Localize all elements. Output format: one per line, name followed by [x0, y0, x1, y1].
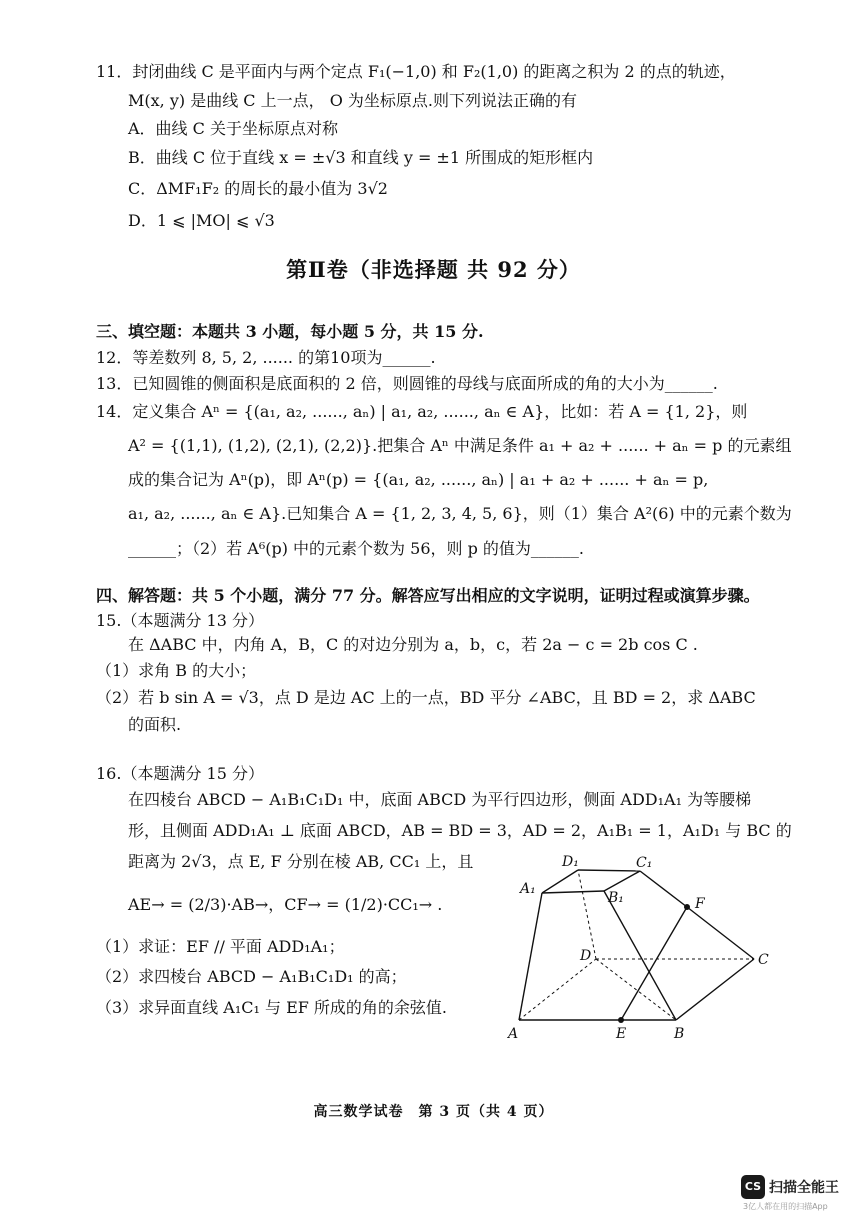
scanner-watermark — [741, 1173, 853, 1213]
q16-stem-line4: AE→ = (2/3)·AB→，CF→ = (1/2)·CC₁→ . — [128, 895, 443, 914]
q15-part2-line2: 的面积. — [128, 715, 182, 734]
scanner-logo-icon: CS — [741, 1175, 765, 1199]
scanner-tagline: 3亿人都在用的扫描App — [743, 1202, 828, 1211]
edge-d-d1 — [578, 870, 596, 959]
scanner-app-name: 扫描全能王 — [769, 1180, 839, 1196]
frustum-figure — [500, 845, 780, 1045]
point-e-dot — [618, 1017, 624, 1023]
q15-part2-line1: （2）若 b sin A = √3，点 D 是边 AC 上的一点，BD 平分 ∠ABC，且 BD = 2，求 ΔABC — [96, 688, 756, 707]
q15-stem: 在 ΔABC 中，内角 A，B，C 的对边分别为 a，b，c，若 2a − c = 2b cos C . — [128, 635, 698, 654]
label-b: B — [674, 1026, 685, 1042]
q16-stem-line3: 距离为 2√3，点 E, F 分别在棱 AB, CC₁ 上，且 — [128, 852, 474, 871]
label-d1: D₁ — [562, 854, 579, 870]
q11-option-c: C．ΔMF₁F₂ 的周长的最小值为 3√2 — [128, 179, 388, 198]
label-a1: A₁ — [520, 881, 536, 897]
label-c1: C₁ — [636, 855, 653, 871]
point-f-dot — [684, 904, 690, 910]
answer-section-heading: 四、解答题：共 5 个小题，满分 77 分。解答应写出相应的文字说明，证明过程或演算步骤。 — [96, 586, 760, 605]
q15-title: 15.（本题满分 13 分） — [96, 611, 264, 630]
edge-a-d — [519, 959, 596, 1020]
fill-section-heading: 三、填空题：本题共 3 小题，每小题 5 分，共 15 分. — [96, 322, 484, 341]
page-footer: 高三数学试卷 第 3 页（共 4 页） — [313, 1104, 554, 1120]
label-e: E — [616, 1026, 627, 1042]
q16-title: 16.（本题满分 15 分） — [96, 764, 264, 783]
edge-a1-b1 — [542, 891, 604, 893]
question-13: 13．已知圆锥的侧面积是底面积的 2 倍，则圆锥的母线与底面所成的角的大小为______. — [96, 374, 718, 393]
q11-stem-line2: M(x, y) 是曲线 C 上一点， O 为坐标原点.则下列说法正确的有 — [128, 91, 577, 110]
edge-a-a1 — [519, 893, 542, 1020]
q11-stem-line1: 11．封闭曲线 C 是平面内与两个定点 F₁(−1,0) 和 F₂(1,0) 的距离之积为 2 的点的轨迹， — [96, 62, 736, 81]
question-14-line3: 成的集合记为 Aⁿ(p)，即 Aⁿ(p) = {(a₁, a₂, ......, aₙ) | a₁ + a₂ + ...... + aₙ = p, — [128, 470, 709, 489]
q16-part3: （3）求异面直线 A₁C₁ 与 EF 所成的角的余弦值. — [96, 998, 448, 1017]
part2-title: 第Ⅱ卷（非选择题 共 92 分） — [286, 257, 581, 282]
q15-part1: （1）求角 B 的大小； — [96, 661, 257, 680]
label-b1: B₁ — [608, 890, 624, 906]
question-14-line5: ______；（2）若 A⁶(p) 中的元素个数为 56，则 p 的值为______. — [128, 539, 584, 558]
label-f: F — [695, 896, 705, 912]
question-12: 12．等差数列 8, 5, 2, ...... 的第10项为______. — [96, 348, 436, 367]
edge-d1-c1 — [578, 870, 640, 871]
q16-stem-line1: 在四棱台 ABCD − A₁B₁C₁D₁ 中，底面 ABCD 为平行四边形，侧面 ADD₁A₁ 为等腰梯 — [128, 790, 752, 809]
question-14-line4: a₁, a₂, ......, aₙ ∈ A}.已知集合 A = {1, 2, 3, 4, 5, 6}，则（1）集合 A²(6) 中的元素个数为 — [128, 504, 792, 523]
q16-stem-line2: 形，且侧面 ADD₁A₁ ⊥ 底面 ABCD，AB = BD = 3，AD = 2，A₁B₁ = 1，A₁D₁ 与 BC 的 — [128, 821, 792, 840]
edge-a1-d1 — [542, 870, 578, 893]
q11-option-b: B．曲线 C 位于直线 x = ±√3 和直线 y = ±1 所围成的矩形框内 — [128, 148, 594, 167]
q16-part2: （2）求四棱台 ABCD − A₁B₁C₁D₁ 的高； — [96, 967, 407, 986]
edge-b1-c1 — [604, 871, 640, 891]
edge-f-c — [687, 907, 754, 959]
edge-b1-b — [604, 891, 676, 1020]
question-14-line1: 14．定义集合 Aⁿ = {(a₁, a₂, ......, aₙ) | a₁, a₂, ......, aₙ ∈ A}，比如：若 A = {1, 2}，则 — [96, 402, 748, 421]
edge-c1-f — [640, 871, 687, 907]
label-c: C — [758, 952, 769, 968]
edge-d-b — [596, 959, 676, 1020]
question-14-line2: A² = {(1,1), (1,2), (2,1), (2,2)}.把集合 Aⁿ 中满足条件 a₁ + a₂ + ...... + aₙ = p 的元素组 — [128, 436, 792, 455]
label-d: D — [580, 948, 592, 964]
edge-b-c — [676, 959, 754, 1020]
q11-option-a: A．曲线 C 关于坐标原点对称 — [128, 119, 338, 138]
label-a: A — [508, 1026, 519, 1042]
q11-option-d: D．1 ⩽ |MO| ⩽ √3 — [128, 211, 275, 230]
q16-part1: （1）求证：EF // 平面 ADD₁A₁； — [96, 937, 345, 956]
